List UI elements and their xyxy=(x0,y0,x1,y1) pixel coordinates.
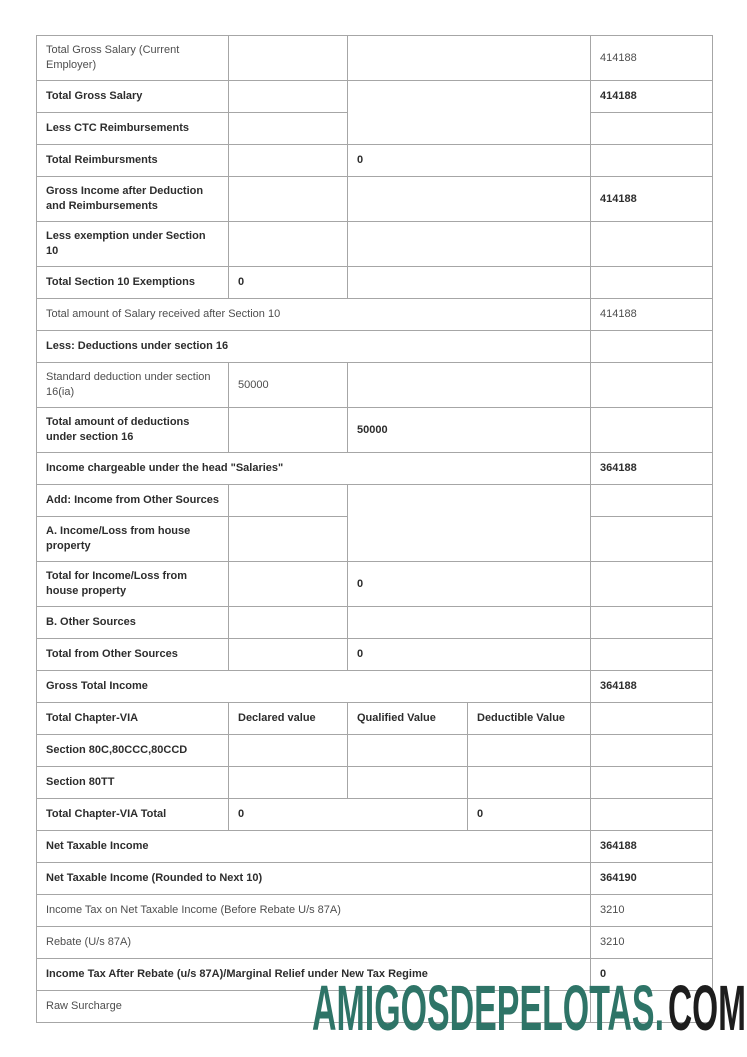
table-row xyxy=(37,408,713,453)
empty-cell xyxy=(229,639,348,671)
value-cell: 0 xyxy=(348,562,591,607)
empty-cell xyxy=(229,517,348,562)
table-row xyxy=(37,671,713,703)
empty-cell xyxy=(591,331,713,363)
label-cell: Total Gross Salary (Current Employer) xyxy=(37,36,229,81)
table-row xyxy=(37,703,713,735)
table-row xyxy=(37,145,713,177)
label-cell: Total amount of Salary received after Section 10 xyxy=(37,299,591,331)
table-row xyxy=(37,799,713,831)
empty-cell xyxy=(348,36,591,81)
value-cell: 364190 xyxy=(591,863,713,895)
empty-cell xyxy=(229,36,348,81)
table-row xyxy=(37,562,713,607)
label-cell: Section 80TT xyxy=(37,767,229,799)
value-cell: 414188 xyxy=(591,36,713,81)
label-cell: Income chargeable under the head "Salaries" xyxy=(37,453,591,485)
label-cell: Declared value xyxy=(229,703,348,735)
label-cell: Total Section 10 Exemptions xyxy=(37,267,229,299)
value-cell: 414188 xyxy=(591,81,713,113)
empty-cell xyxy=(591,267,713,299)
empty-cell xyxy=(348,735,468,767)
tax-computation-table xyxy=(36,35,713,1023)
label-cell: Total for Income/Loss from house property xyxy=(37,562,229,607)
label-cell: Qualified Value xyxy=(348,703,468,735)
label-cell: Income Tax After Rebate (u/s 87A)/Marginal Relief under New Tax Regime xyxy=(37,959,591,991)
table-row xyxy=(37,363,713,408)
empty-cell xyxy=(591,145,713,177)
empty-cell xyxy=(229,562,348,607)
table-row xyxy=(37,895,713,927)
tax-table-body xyxy=(37,36,713,1023)
value-cell: 364188 xyxy=(591,453,713,485)
label-cell: Less CTC Reimbursements xyxy=(37,113,229,145)
table-row xyxy=(37,959,713,991)
table-row xyxy=(37,639,713,671)
empty-cell xyxy=(591,485,713,517)
empty-cell xyxy=(591,607,713,639)
value-cell: 0 xyxy=(348,145,591,177)
label-cell: Income Tax on Net Taxable Income (Before Rebate U/s 87A) xyxy=(37,895,591,927)
empty-cell xyxy=(348,222,591,267)
value-cell: 364188 xyxy=(591,831,713,863)
empty-cell xyxy=(591,991,713,1023)
empty-cell xyxy=(229,177,348,222)
empty-cell xyxy=(348,177,591,222)
value-cell: 3210 xyxy=(591,895,713,927)
value-cell: 414188 xyxy=(591,177,713,222)
value-cell: 0 xyxy=(348,639,591,671)
label-cell: Total Chapter-VIA xyxy=(37,703,229,735)
empty-cell xyxy=(348,267,591,299)
table-row xyxy=(37,735,713,767)
table-row xyxy=(37,267,713,299)
empty-cell xyxy=(591,222,713,267)
empty-cell xyxy=(591,363,713,408)
value-cell: 50000 xyxy=(348,408,591,453)
label-cell: Less exemption under Section 10 xyxy=(37,222,229,267)
table-row xyxy=(37,863,713,895)
label-cell: Total amount of deductions under section 16 xyxy=(37,408,229,453)
empty-cell xyxy=(591,767,713,799)
table-row xyxy=(37,453,713,485)
label-cell: Total Gross Salary xyxy=(37,81,229,113)
label-cell: Deductible Value xyxy=(468,703,591,735)
empty-cell xyxy=(229,408,348,453)
table-row xyxy=(37,222,713,267)
empty-cell xyxy=(229,767,348,799)
table-row xyxy=(37,607,713,639)
value-cell: 0 xyxy=(468,799,591,831)
table-row xyxy=(37,767,713,799)
value-cell: 0 xyxy=(591,959,713,991)
table-row xyxy=(37,81,713,113)
label-cell: Gross Total Income xyxy=(37,671,591,703)
label-cell: Net Taxable Income (Rounded to Next 10) xyxy=(37,863,591,895)
table-row xyxy=(37,299,713,331)
label-cell: Total from Other Sources xyxy=(37,639,229,671)
empty-cell xyxy=(591,639,713,671)
value-cell: 0 xyxy=(229,267,348,299)
label-cell: A. Income/Loss from house property xyxy=(37,517,229,562)
empty-cell xyxy=(591,517,713,562)
table-row xyxy=(37,927,713,959)
table-row xyxy=(37,36,713,81)
value-cell: 3210 xyxy=(591,927,713,959)
empty-cell xyxy=(348,81,591,145)
empty-cell xyxy=(229,81,348,113)
empty-cell xyxy=(591,562,713,607)
empty-cell xyxy=(229,735,348,767)
label-cell: B. Other Sources xyxy=(37,607,229,639)
label-cell: Net Taxable Income xyxy=(37,831,591,863)
value-cell: 50000 xyxy=(229,363,348,408)
empty-cell xyxy=(591,113,713,145)
empty-cell xyxy=(591,735,713,767)
table-row xyxy=(37,831,713,863)
value-cell: 414188 xyxy=(591,299,713,331)
table-row xyxy=(37,991,713,1023)
watermark-green-text: AMIGOSDEPELOTAS. xyxy=(312,972,664,1044)
value-cell: 364188 xyxy=(591,671,713,703)
empty-cell xyxy=(229,607,348,639)
empty-cell xyxy=(348,485,591,562)
table-row xyxy=(37,331,713,363)
watermark-com-text: COM xyxy=(668,972,746,1044)
empty-cell xyxy=(229,485,348,517)
label-cell: Rebate (U/s 87A) xyxy=(37,927,591,959)
value-cell: 0 xyxy=(229,799,468,831)
empty-cell xyxy=(591,408,713,453)
empty-cell xyxy=(348,607,591,639)
empty-cell xyxy=(348,767,468,799)
label-cell: Total Chapter-VIA Total xyxy=(37,799,229,831)
label-cell: Section 80C,80CCC,80CCD xyxy=(37,735,229,767)
label-cell: Gross Income after Deduction and Reimbursements xyxy=(37,177,229,222)
empty-cell xyxy=(229,145,348,177)
empty-cell xyxy=(468,767,591,799)
table-row xyxy=(37,177,713,222)
label-cell: Add: Income from Other Sources xyxy=(37,485,229,517)
table-row xyxy=(37,485,713,517)
empty-cell xyxy=(591,799,713,831)
label-cell: Total Reimbursments xyxy=(37,145,229,177)
label-cell: Standard deduction under section 16(ia) xyxy=(37,363,229,408)
empty-cell xyxy=(468,735,591,767)
empty-cell xyxy=(591,703,713,735)
label-cell: Less: Deductions under section 16 xyxy=(37,331,591,363)
empty-cell xyxy=(229,113,348,145)
empty-cell xyxy=(229,222,348,267)
empty-cell xyxy=(348,363,591,408)
label-cell: Raw Surcharge xyxy=(37,991,591,1023)
